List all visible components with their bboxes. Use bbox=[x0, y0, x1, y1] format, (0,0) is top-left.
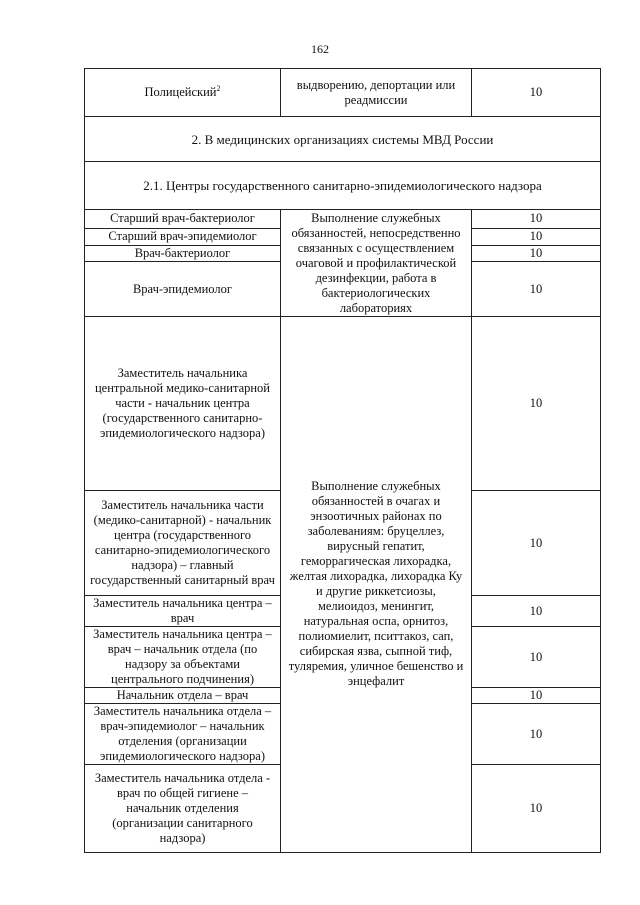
position-label: Полицейский bbox=[144, 85, 217, 99]
subsection-heading-row bbox=[85, 162, 601, 210]
value-cell: 10 bbox=[472, 317, 601, 491]
position-cell: Врач-бактериолог bbox=[85, 245, 281, 262]
value-cell: 10 bbox=[472, 245, 601, 262]
value-cell: 10 bbox=[472, 491, 601, 596]
footnote-marker: 2 bbox=[216, 83, 221, 93]
position-cell: Начальник отдела – врач bbox=[85, 688, 281, 704]
value-cell: 10 bbox=[472, 627, 601, 688]
page-number: 162 bbox=[311, 42, 329, 56]
position-cell: Заместитель начальника отдела – врач-эпидемиолог – начальник отделения (организации эпидемиологического надзора) bbox=[85, 704, 281, 765]
position-cell: Заместитель начальника отдела - врач по общей гигиене – начальник отделения (организации санитарного надзора) bbox=[85, 765, 281, 853]
position-cell: Старший врач-эпидемиолог bbox=[85, 228, 281, 245]
value-cell: 10 bbox=[472, 704, 601, 765]
value-cell: 10 bbox=[472, 688, 601, 704]
value-cell: 10 bbox=[472, 765, 601, 853]
duty-cell: Выполнение служебных обязанностей в очагах и энзоотичных районах по заболеваниям: бруцеллез, вирусный гепатит, геморрагическая лихорадка, желтая лихорадка, лихорадка Ку и другие риккетсиозы, мелиоидоз, менингит, натуральная оспа, орнитоз, полиомиелит, пситтакоз, сап, сибирская язва, сыпной тиф, туляремия, уличное бешенство и энцефалит bbox=[281, 317, 472, 853]
position-cell: Старший врач-бактериолог bbox=[85, 210, 281, 229]
position-cell: Врач-эпидемиолог bbox=[85, 262, 281, 317]
value-cell: 10 bbox=[472, 228, 601, 245]
duty-cell: Выполнение служебных обязанностей, непосредственно связанных с осуществлением очаговой и профилактической дезинфекции, работа в бактериологических лабораториях bbox=[281, 210, 472, 317]
positions-table bbox=[84, 68, 601, 853]
position-cell: Заместитель начальника центра – врач bbox=[85, 596, 281, 627]
position-cell: Заместитель начальника центра – врач – начальник отдела (по надзору за объектами центрального подчинения) bbox=[85, 627, 281, 688]
value-cell: 10 bbox=[472, 596, 601, 627]
table-row bbox=[85, 210, 601, 229]
subsection-heading: 2.1. Центры государственного санитарно-эпидемиологического надзора bbox=[85, 162, 601, 210]
position-cell: Заместитель начальника центральной медико-санитарной части - начальник центра (государственного санитарно-эпидемиологического надзора) bbox=[85, 317, 281, 491]
position-cell bbox=[85, 69, 281, 117]
value-cell: 10 bbox=[472, 210, 601, 229]
section-heading: 2. В медицинских организациях системы МВД России bbox=[85, 117, 601, 162]
position-cell: Заместитель начальника части (медико-санитарной) - начальник центра (государственного санитарно-эпидемиологического надзора) – главный государственный санитарный врач bbox=[85, 491, 281, 596]
value-cell: 10 bbox=[472, 69, 601, 117]
table-row bbox=[85, 317, 601, 491]
duty-cell: выдворению, депортации или реадмиссии bbox=[281, 69, 472, 117]
table-row bbox=[85, 69, 601, 117]
value-cell: 10 bbox=[472, 262, 601, 317]
section-heading-row bbox=[85, 117, 601, 162]
